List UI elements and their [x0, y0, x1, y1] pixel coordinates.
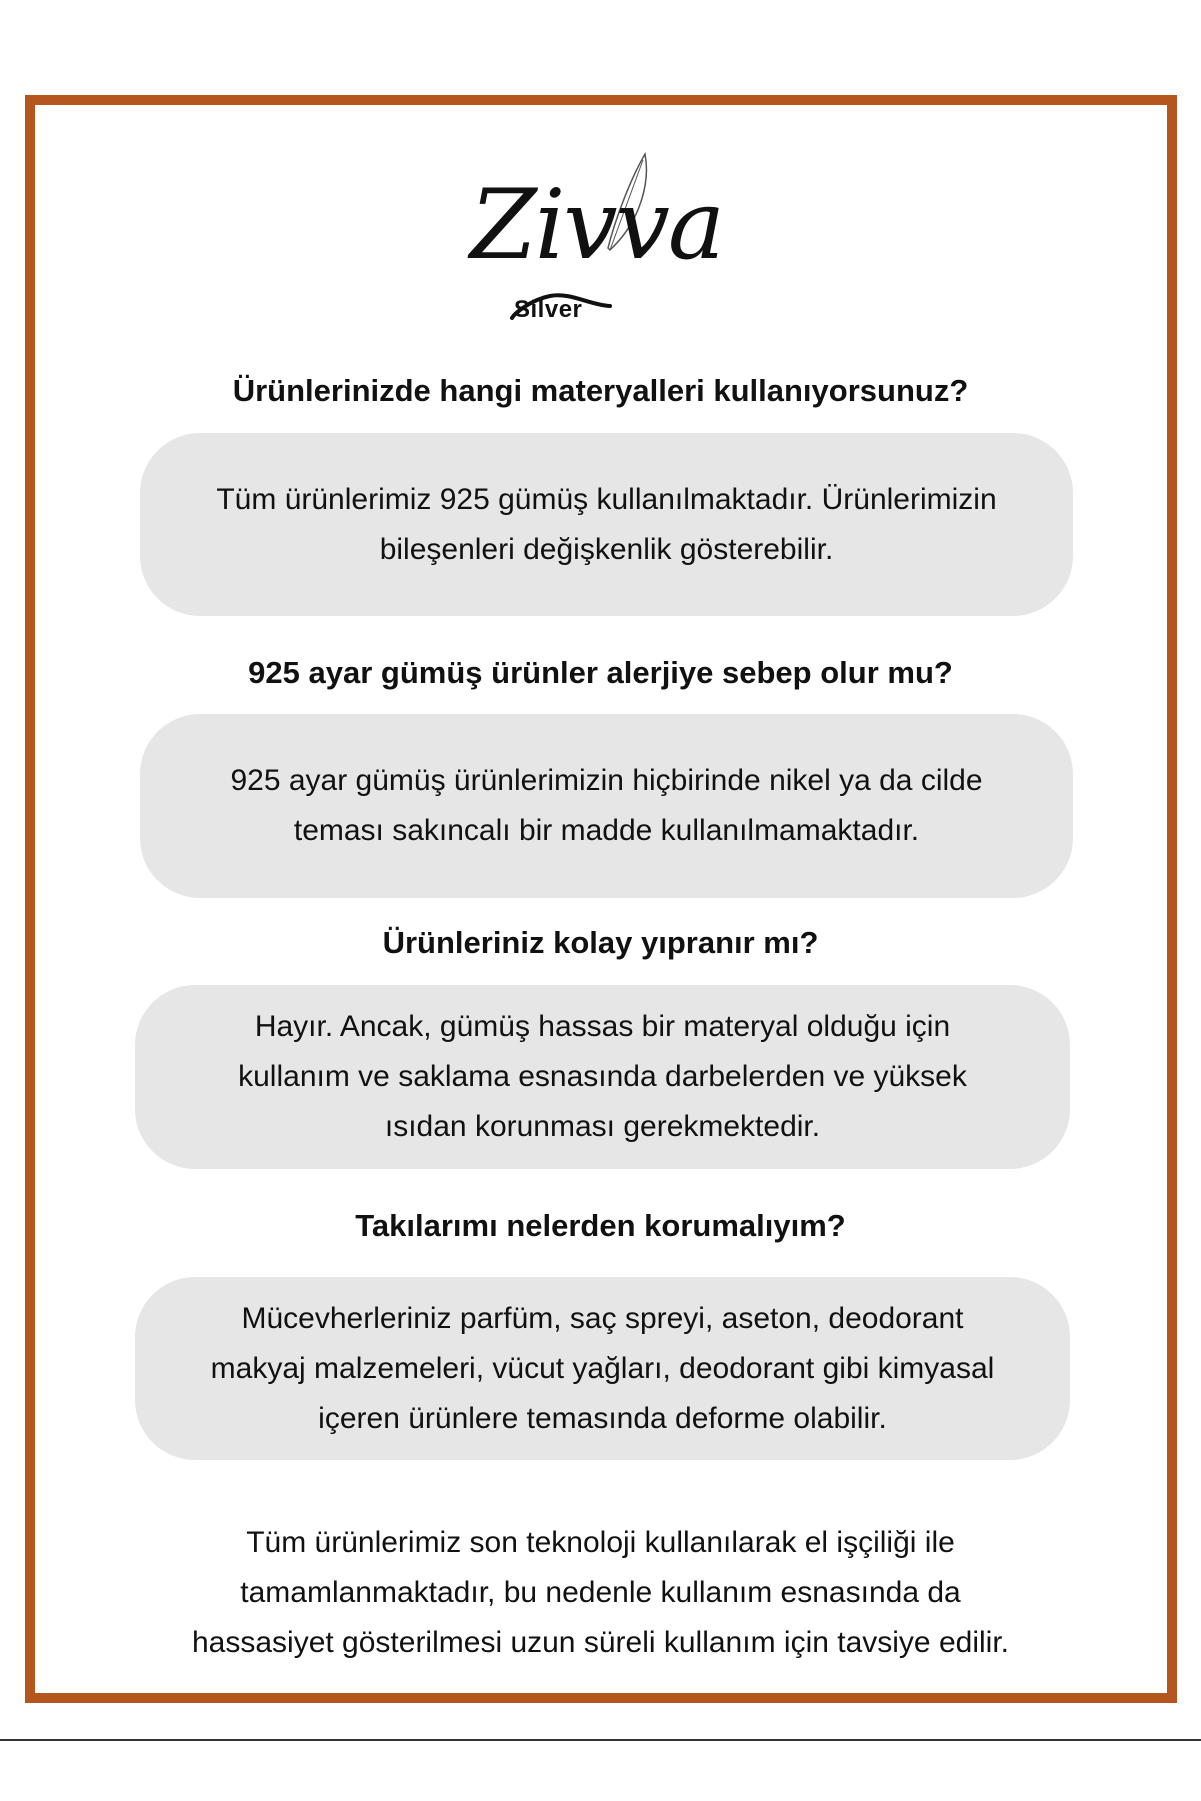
- faq-question-1: Ürünlerinizde hangi materyalleri kullanıyorsunuz?: [232, 373, 969, 408]
- footer-line: tamamlanmaktadır, bu nedenle kullanım esnasında da: [240, 1576, 961, 1609]
- faq-answer-2: [140, 714, 1073, 898]
- faq-question-4: Takılarımı nelerden korumalıyım?: [355, 1208, 846, 1243]
- faq-question-2: 925 ayar gümüş ürünler alerjiye sebep olur mu?: [248, 655, 953, 690]
- footer-line: hassasiyet gösterilmesi uzun süreli kullanım için tavsiye edilir.: [191, 1626, 1009, 1659]
- brand-name: Zivva: [470, 169, 724, 281]
- answer-line: ısıdan korunması gerekmektedir.: [384, 1110, 821, 1143]
- divider: [0, 1739, 1201, 1741]
- answer-line: Mücevherleriniz parfüm, saç spreyi, aseton, deodorant: [241, 1301, 964, 1335]
- answer-line: Hayır. Ancak, gümüş hassas bir materyal olduğu için: [254, 1010, 951, 1043]
- answer-line: teması sakıncalı bir madde kullanılmamaktadır.: [293, 814, 920, 847]
- answer-line: 925 ayar gümüş ürünlerimizin hiçbirinde nikel ya da cilde: [230, 764, 983, 797]
- faq-answer-3: [135, 985, 1070, 1169]
- footer-note: [0, 1518, 1201, 1668]
- faq-answer-1: [140, 433, 1073, 616]
- answer-line: Tüm ürünlerimiz 925 gümüş kullanılmaktadır. Ürünlerimizin: [216, 482, 997, 516]
- answer-line: içeren ürünlere temasında deforme olabilir.: [318, 1401, 887, 1435]
- answer-line: bileşenleri değişkenlik gösterebilir.: [379, 532, 834, 566]
- footer-line: Tüm ürünlerimiz son teknoloji kullanılarak el işçiliği ile: [246, 1526, 955, 1559]
- answer-line: makyaj malzemeleri, vücut yağları, deodorant gibi kimyasal: [210, 1351, 995, 1385]
- answer-line: kullanım ve saklama esnasında darbelerden ve yüksek: [238, 1060, 967, 1093]
- faq-answer-4: [135, 1277, 1070, 1460]
- faq-question-3: Ürünleriniz kolay yıpranır mı?: [382, 925, 819, 960]
- page-frame: [25, 95, 1177, 1703]
- brand-subtitle: Silver: [514, 296, 583, 323]
